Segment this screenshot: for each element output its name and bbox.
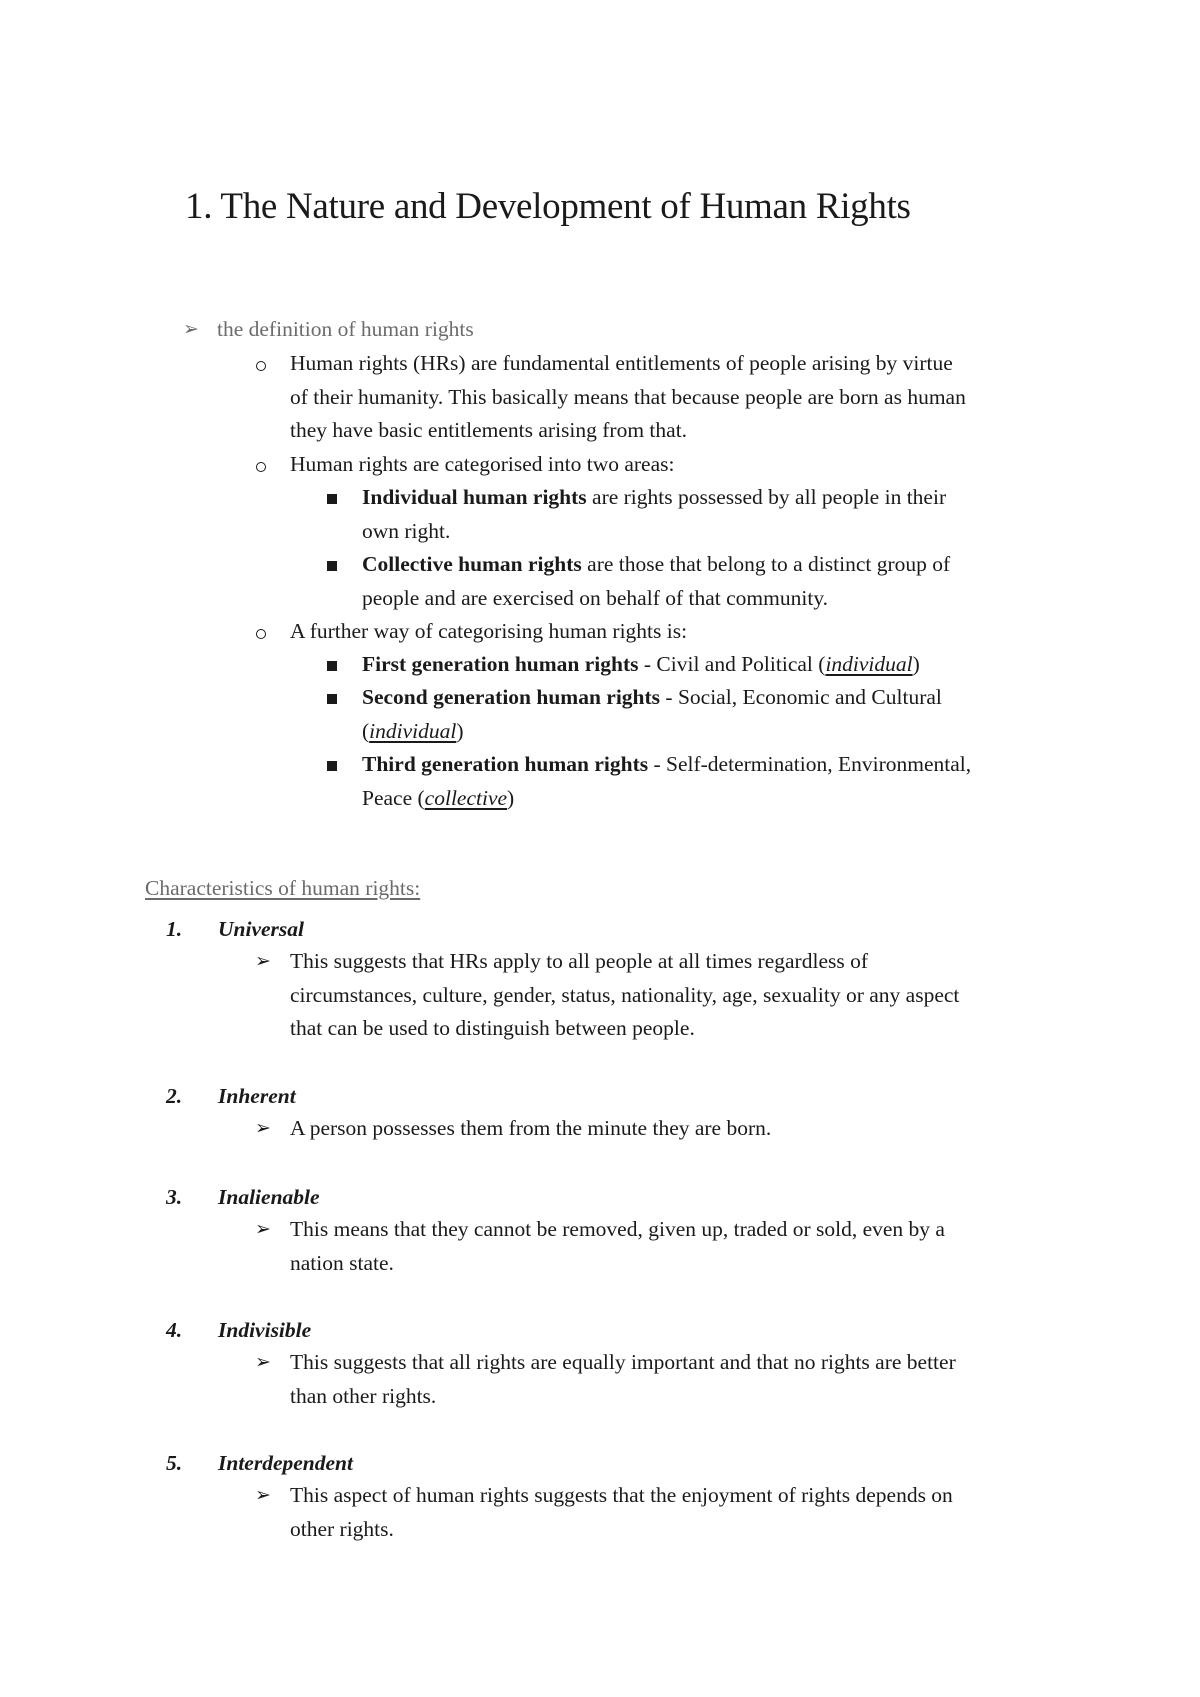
arrowhead-bullet-icon: ➢ — [255, 1117, 271, 1139]
definition-point-2: Human rights are categorised into two areas: — [290, 452, 675, 476]
definition-heading: the definition of human rights — [217, 317, 474, 341]
scope-tag: collective — [424, 785, 508, 810]
term: Collective human rights — [362, 552, 582, 576]
circle-bullet-icon — [256, 629, 266, 639]
characteristic-description: This suggests that HRs apply to all people at all times regardless of circumstances, culture, gender, status, nationality, age, sexuality or any aspect that can be used to distinguish between people. — [290, 949, 960, 1040]
square-bullet-icon — [327, 694, 337, 704]
generation-first: First generation human rights - Civil and Political (individual) — [362, 652, 920, 676]
category-individual: Individual human rights are rights possessed by all people in their own right. — [362, 485, 947, 543]
square-bullet-icon — [327, 761, 337, 771]
characteristics-heading: Characteristics of human rights: — [145, 876, 421, 900]
page-title: 1. The Nature and Development of Human Rights — [185, 186, 911, 227]
arrowhead-bullet-icon: ➢ — [183, 318, 199, 340]
circle-bullet-icon — [256, 361, 266, 371]
square-bullet-icon — [327, 494, 337, 504]
item-number: 3. — [166, 1185, 183, 1209]
item-number: 5. — [166, 1451, 183, 1475]
scope-tag: individual — [369, 718, 457, 743]
arrowhead-bullet-icon: ➢ — [255, 950, 271, 972]
item-number: 4. — [166, 1318, 183, 1342]
arrowhead-bullet-icon: ➢ — [255, 1484, 271, 1506]
term: Individual human rights — [362, 485, 587, 509]
definition-point-3: A further way of categorising human rights is: — [290, 619, 688, 643]
text-line: of their humanity. This basically means that because people are born as human — [290, 384, 966, 409]
text-line: Human rights (HRs) are fundamental entitlements of people arising by virtue — [290, 351, 953, 375]
characteristic-name: Universal — [218, 917, 304, 941]
item-number: 1. — [166, 917, 183, 941]
text-line: they have basic entitlements arising from that. — [290, 418, 688, 442]
square-bullet-icon — [327, 561, 337, 571]
characteristic-description: This means that they cannot be removed, given up, traded or sold, even by a nation state. — [290, 1217, 945, 1275]
term: Third generation human rights — [362, 752, 649, 776]
arrowhead-bullet-icon: ➢ — [255, 1218, 271, 1240]
characteristic-description: This suggests that all rights are equally important and that no rights are better than other rights. — [290, 1350, 956, 1408]
generation-third: Third generation human rights - Self-determination, Environmental, Peace (collective) — [362, 752, 972, 810]
category-collective: Collective human rights are those that belong to a distinct group of people and are exercised on behalf of that community. — [362, 552, 951, 610]
square-bullet-icon — [327, 661, 337, 671]
characteristic-name: Indivisible — [218, 1318, 312, 1342]
term: Second generation human rights — [362, 685, 661, 709]
scope-tag: individual — [825, 652, 913, 676]
circle-bullet-icon — [256, 462, 266, 472]
term: First generation human rights — [362, 652, 639, 676]
arrowhead-bullet-icon: ➢ — [255, 1351, 271, 1373]
definition-point-1 — [290, 347, 966, 448]
item-number: 2. — [166, 1084, 183, 1108]
characteristic-description: This aspect of human rights suggests that the enjoyment of rights depends on other rights. — [290, 1483, 953, 1541]
characteristic-name: Inalienable — [218, 1185, 320, 1209]
generation-second: Second generation human rights - Social, Economic and Cultural (individual) — [362, 685, 942, 743]
characteristic-description: A person possesses them from the minute they are born. — [290, 1116, 772, 1140]
characteristic-name: Interdependent — [218, 1451, 353, 1475]
characteristic-name: Inherent — [218, 1084, 296, 1108]
